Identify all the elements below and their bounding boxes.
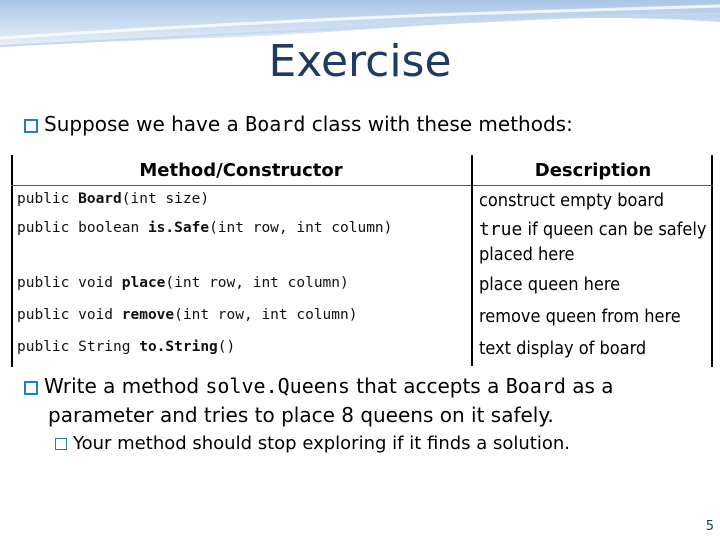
table-row [11, 186, 713, 216]
table-row [11, 215, 713, 270]
method-description [472, 186, 713, 216]
method-description [472, 215, 713, 270]
signature-prefix: public [17, 191, 79, 207]
method-name: remove [121, 307, 175, 323]
table-row [11, 302, 713, 334]
intro-bullet [24, 110, 573, 138]
sub-bullet-text: Your method should stop exploring if it finds a solution. [73, 433, 571, 454]
method-signature [11, 270, 472, 302]
description-text: if queen can be safely placed here [479, 219, 707, 265]
table-row [11, 334, 713, 366]
method-signature [11, 334, 472, 366]
page-number: 5 [705, 519, 714, 534]
sub-bullet [55, 433, 570, 454]
slide-title: Exercise [268, 36, 452, 87]
column-header-method: Method/Constructor [11, 155, 472, 186]
signature-params: (int size) [121, 191, 210, 207]
signature-prefix: public void [17, 275, 122, 291]
method-name: place [121, 275, 166, 291]
task-text-2: that accepts a [349, 374, 506, 398]
signature-params: () [217, 339, 236, 355]
description-text: remove queen from here [479, 306, 681, 327]
method-signature [11, 186, 472, 216]
table-row [11, 270, 713, 302]
method-name: to.String [139, 339, 218, 355]
method-signature [11, 302, 472, 334]
task-text-3: as a [565, 374, 614, 398]
method-description [472, 334, 713, 366]
intro-text: Suppose we have a [44, 112, 246, 136]
signature-prefix: public String [17, 339, 140, 355]
task-bullet [24, 372, 704, 430]
description-code: true [479, 219, 523, 240]
method-name: Board [78, 191, 122, 207]
method-signature [11, 215, 472, 270]
task-code-method: solve.Queens [205, 374, 350, 398]
signature-prefix: public boolean [17, 220, 148, 236]
signature-params: (int row, int column) [165, 275, 349, 291]
signature-params: (int row, int column) [209, 220, 393, 236]
description-text: place queen here [479, 274, 621, 295]
task-text-line2: parameter and tries to place 8 queens on it safely. [48, 403, 554, 427]
methods-table [11, 155, 713, 366]
task-code-class: Board [505, 374, 566, 398]
intro-text-end: class with these methods: [305, 112, 573, 136]
signature-params: (int row, int column) [174, 307, 358, 323]
task-text: Write a method [44, 374, 206, 398]
signature-prefix: public void [17, 307, 122, 323]
description-text: construct empty board [479, 190, 664, 211]
method-description [472, 302, 713, 334]
method-description [472, 270, 713, 302]
method-name: is.Safe [147, 220, 210, 236]
column-header-description: Description [472, 155, 713, 186]
sub-bullet-icon [55, 438, 67, 450]
bullet-square-icon [24, 119, 38, 133]
description-text: text display of board [479, 338, 647, 359]
bullet-square-icon [24, 381, 38, 395]
intro-code: Board [245, 112, 306, 136]
